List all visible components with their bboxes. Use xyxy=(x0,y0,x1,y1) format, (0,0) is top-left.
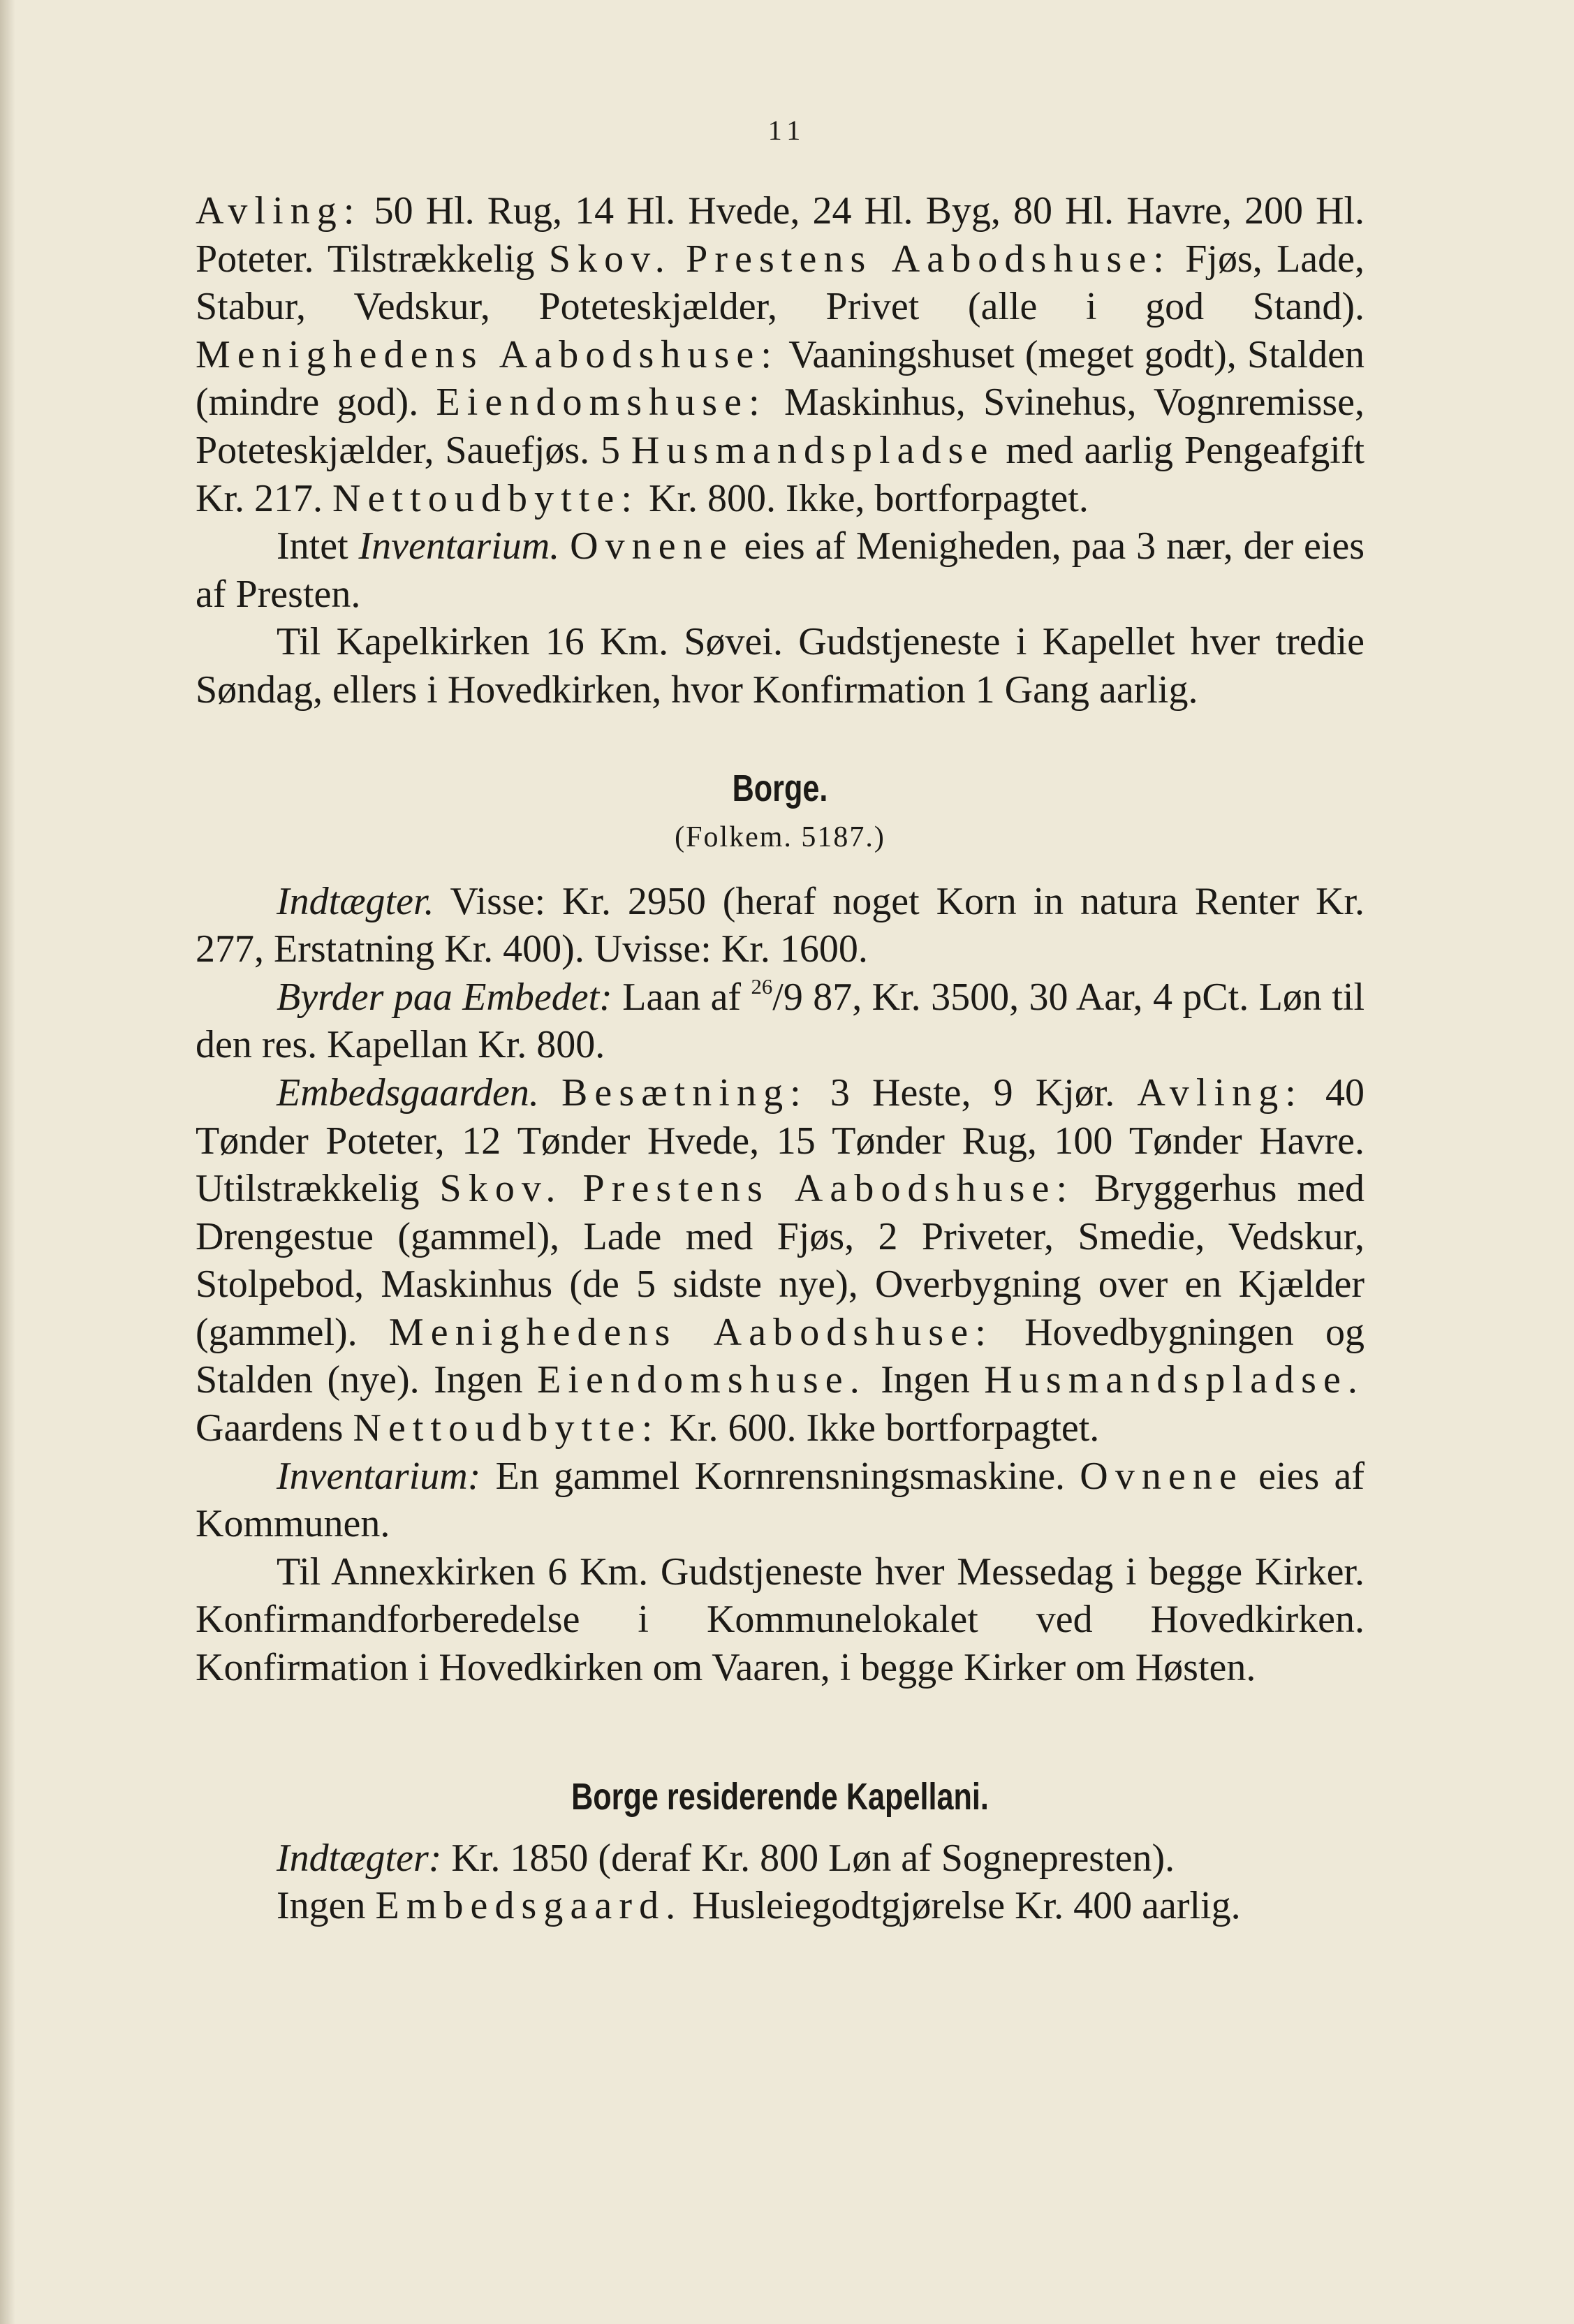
paragraph-avling: Avling: 50 Hl. Rug, 14 Hl. Hvede, 24 Hl. Byg, 80 Hl. Havre, 200 Hl. Poteter. Tilstrækkelig Skov. Prestens Aabodshuse: Fjøs, Lade, Stabur, Vedskur, Poteteskjælder, Privet (alle i god Stand). Menighedens Aabodshuse: Vaaningshuset (meget godt), Stalden (mindre god). Eiendomshuse: Maskinhus, Svinehus, Vognremisse, Poteteskjælder, Sauefjøs. 5 Husmandspladse med aarlig Pengeafgift Kr. 217. Nettoudbytte: Kr. 800. Ikke, bortforpagtet. xyxy=(196,189,1365,520)
section-heading-kapellani: Borge residerende Kapellani. xyxy=(571,1775,989,1818)
paragraph-embedsgaard-kapellani: Ingen Embedsgaard. Husleiegodtgjørelse Kr. 400 aarlig. xyxy=(277,1884,1241,1928)
page-edge-shadow xyxy=(0,0,15,2324)
paragraph-inventarium: Intet Inventarium. Ovnene eies af Menigheden, paa 3 nær, der eies af Presten. xyxy=(196,524,1365,616)
section-heading-borge: Borge. xyxy=(732,767,828,809)
paragraph-indtaegter-kapellani: Indtægter: Kr. 1850 (deraf Kr. 800 Løn af Sognepresten). xyxy=(277,1836,1175,1880)
section-subheading-folkemengde: (Folkem. 5187.) xyxy=(675,821,885,853)
paragraph-inventarium-borge: Inventarium: En gammel Kornrensningsmaskine. Ovnene eies af Kommunen. xyxy=(196,1454,1365,1546)
paragraph-indtaegter: Indtægter. Visse: Kr. 2950 (heraf noget Korn in natura Renter Kr. 277, Erstatning Kr. 400). Uvisse: Kr. 1600. xyxy=(196,879,1365,971)
body-text xyxy=(196,187,1365,1930)
page-number: 11 xyxy=(767,115,807,146)
paragraph-annexkirken: Til Annexkirken 6 Km. Gudstjeneste hver Messedag i begge Kirker. Konfirmandforberedelse i Kommunelokalet ved Hovedkirken. Konfirmation i Hovedkirken om Vaaren, i begge Kirker om Høsten. xyxy=(196,1550,1365,1690)
paragraph-kapelkirken: Til Kapelkirken 16 Km. Søvei. Gudstjeneste i Kapellet hver tredie Søndag, ellers i Hovedkirken, hvor Konfirmation 1 Gang aarlig. xyxy=(196,620,1365,712)
paragraph-embedsgaarden: Embedsgaarden. Besætning: 3 Heste, 9 Kjør. Avling: 40 Tønder Poteter, 12 Tønder Hvede, 15 Tønder Rug, 100 Tønder Havre. Utilstrækkelig Skov. Prestens Aabodshuse: Bryggerhus med Drengestue (gammel), Lade med Fjøs, 2 Priveter, Smedie, Vedskur, Stolpebod, Maskinhus (de 5 sidste nye), Overbygning over en Kjælder (gammel). Menighedens Aabodshuse: Hovedbygningen og Stalden (nye). Ingen Eiendomshuse. Ingen Husmandspladse. Gaardens Nettoudbytte: Kr. 600. Ikke bortforpagtet. xyxy=(196,1071,1365,1450)
paragraph-byrder: Byrder paa Embedet: Laan af $^{26}$/9 87, Kr. 3500, 30 Aar, 4 pCt. Løn til den res. Kapellan Kr. 800. xyxy=(196,974,1365,1067)
